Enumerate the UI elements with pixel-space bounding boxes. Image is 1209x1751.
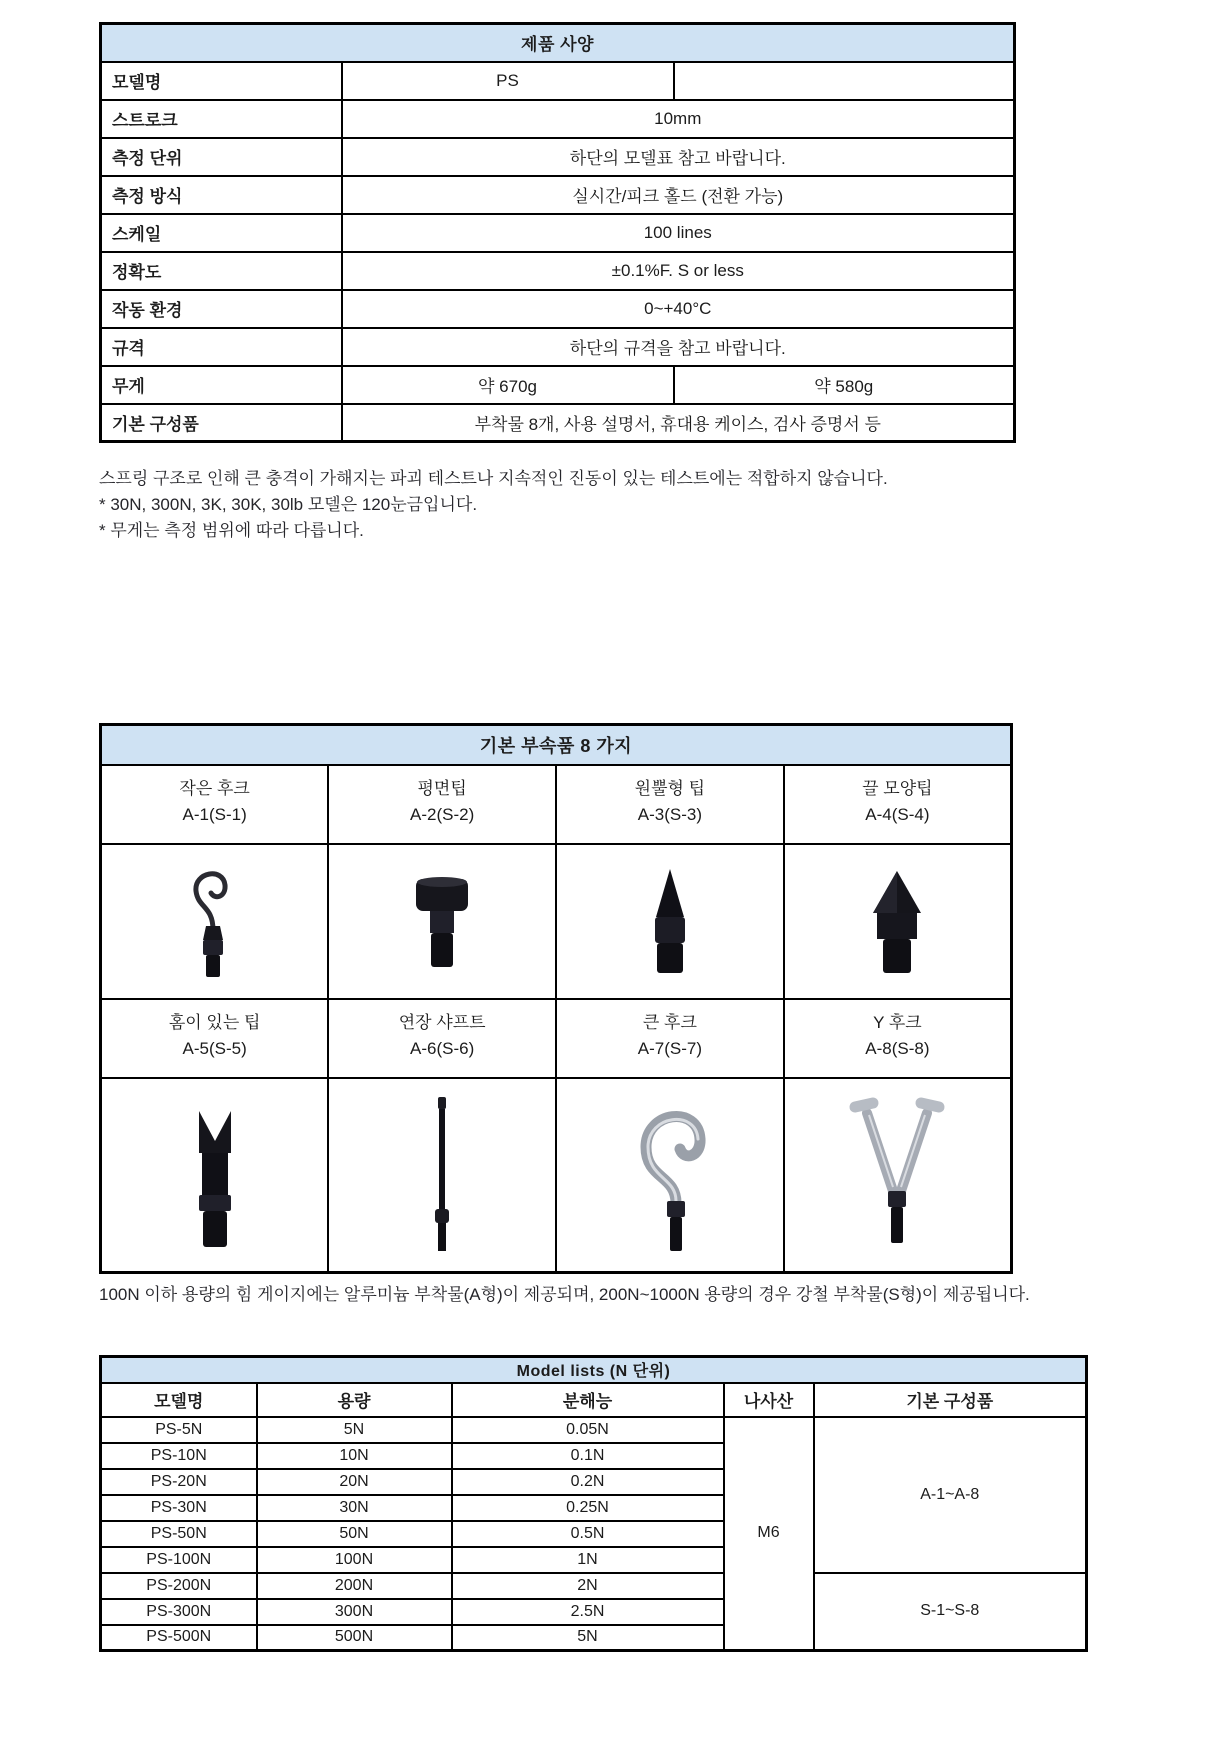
spec-note-line-2: * 30N, 300N, 3K, 30K, 30lb 모델은 120눈금입니다. <box>99 495 478 514</box>
accessory-label-cone-tip <box>556 765 784 844</box>
accessory-label-large-hook <box>556 999 784 1078</box>
accessory-image-chisel-tip <box>857 863 937 979</box>
spec-value-standard: 하단의 규격을 참고 바랍니다. <box>342 328 1015 366</box>
accessory-image-cell <box>328 1078 556 1273</box>
components-s-cell: S-1~S-8 <box>814 1573 1087 1651</box>
accessory-code: A-8(S-8) <box>865 1038 930 1058</box>
accessory-code: A-6(S-6) <box>410 1038 475 1058</box>
accessory-name: 홈이 있는 팁 <box>168 1012 261 1032</box>
model-capacity: 5N <box>257 1417 452 1443</box>
spec-label-model: 모델명 <box>101 62 342 100</box>
spec-value-environment: 0~+40°C <box>342 290 1015 328</box>
model-capacity: 300N <box>257 1599 452 1625</box>
accessory-image-cell <box>556 844 784 999</box>
accessory-name: 큰 후크 <box>642 1012 697 1032</box>
spec-value-model-2 <box>674 62 1015 100</box>
model-resolution: 0.5N <box>452 1521 724 1547</box>
spec-label-unit: 측정 단위 <box>101 138 342 176</box>
accessory-image-extension-shaft <box>412 1091 472 1259</box>
accessory-label-chisel-tip <box>784 765 1012 844</box>
spec-label-weight: 무게 <box>101 366 342 404</box>
thread-size-cell: M6 <box>724 1417 814 1651</box>
model-resolution: 5N <box>452 1625 724 1651</box>
accessory-code: A-2(S-2) <box>410 804 475 824</box>
model-resolution: 2N <box>452 1573 724 1599</box>
model-name: PS-200N <box>101 1573 257 1599</box>
spec-value-stroke: 10mm <box>342 100 1015 138</box>
spec-value-scale: 100 lines <box>342 214 1015 252</box>
product-spec-table <box>99 22 1016 443</box>
accessory-code: A-1(S-1) <box>182 804 247 824</box>
spec-value-method: 실시간/피크 홀드 (전환 가능) <box>342 176 1015 214</box>
accessory-label-extension-shaft <box>328 999 556 1078</box>
spec-label-accuracy: 정확도 <box>101 252 342 290</box>
spec-label-method: 측정 방식 <box>101 176 342 214</box>
model-list-table <box>99 1355 1088 1652</box>
model-resolution: 0.2N <box>452 1469 724 1495</box>
model-name: PS-30N <box>101 1495 257 1521</box>
spec-value-weight-1: 약 670g <box>342 366 674 404</box>
model-capacity: 50N <box>257 1521 452 1547</box>
spec-label-standard: 규격 <box>101 328 342 366</box>
accessory-image-cell <box>784 844 1012 999</box>
spec-value-weight-2: 약 580g <box>674 366 1015 404</box>
spec-table-title: 제품 사양 <box>101 24 1015 62</box>
accessory-name: 원뿔형 팁 <box>634 778 706 798</box>
accessory-image-cell <box>101 844 329 999</box>
model-resolution: 0.05N <box>452 1417 724 1443</box>
model-capacity: 30N <box>257 1495 452 1521</box>
column-header-capacity: 용량 <box>257 1383 452 1417</box>
spec-value-accuracy: ±0.1%F. S or less <box>342 252 1015 290</box>
model-capacity: 10N <box>257 1443 452 1469</box>
column-header-resolution: 분해능 <box>452 1383 724 1417</box>
accessory-image-cell <box>784 1078 1012 1273</box>
model-capacity: 100N <box>257 1547 452 1573</box>
spec-value-model: PS <box>342 62 674 100</box>
model-name: PS-10N <box>101 1443 257 1469</box>
spec-label-environment: 작동 환경 <box>101 290 342 328</box>
accessory-label-notched-tip <box>101 999 329 1078</box>
model-resolution: 2.5N <box>452 1599 724 1625</box>
accessory-image-cone-tip <box>630 863 710 979</box>
accessory-code: A-3(S-3) <box>637 804 702 824</box>
model-capacity: 20N <box>257 1469 452 1495</box>
accessory-image-cell <box>101 1078 329 1273</box>
spec-note-line-3: * 무게는 측정 범위에 따라 다릅니다. <box>99 521 364 540</box>
table-row <box>101 1417 1087 1443</box>
spec-value-unit: 하단의 모델표 참고 바랍니다. <box>342 138 1015 176</box>
model-name: PS-100N <box>101 1547 257 1573</box>
accessory-label-y-hook <box>784 999 1012 1078</box>
spec-notes <box>99 466 1139 544</box>
accessory-image-notched-tip <box>175 1095 255 1255</box>
column-header-model: 모델명 <box>101 1383 257 1417</box>
accessory-image-large-hook <box>620 1091 720 1259</box>
model-table-title: Model lists (N 단위) <box>101 1357 1087 1383</box>
table-row <box>101 1573 1087 1599</box>
accessory-label-small-hook <box>101 765 329 844</box>
accessories-table-title: 기본 부속품 8 가지 <box>101 725 1012 765</box>
model-capacity: 500N <box>257 1625 452 1651</box>
model-name: PS-500N <box>101 1625 257 1651</box>
accessory-code: A-4(S-4) <box>865 804 930 824</box>
spec-label-stroke: 스트로크 <box>101 100 342 138</box>
column-header-components: 기본 구성품 <box>814 1383 1087 1417</box>
model-capacity: 200N <box>257 1573 452 1599</box>
accessory-name: Y 후크 <box>873 1012 922 1032</box>
accessory-code: A-5(S-5) <box>182 1038 247 1058</box>
accessory-image-cell <box>328 844 556 999</box>
accessory-name: 작은 후크 <box>179 778 250 798</box>
accessory-label-flat-tip <box>328 765 556 844</box>
model-resolution: 0.1N <box>452 1443 724 1469</box>
accessory-name: 끌 모양팁 <box>862 778 933 798</box>
accessories-note: 100N 이하 용량의 힘 게이지에는 알루미늄 부착물(A형)이 제공되며, 200N~1000N 용량의 경우 강철 부착물(S형)이 제공됩니다. <box>99 1285 1030 1304</box>
model-name: PS-5N <box>101 1417 257 1443</box>
spec-label-components: 기본 구성품 <box>101 404 342 442</box>
model-name: PS-20N <box>101 1469 257 1495</box>
accessory-image-small-hook <box>180 860 250 982</box>
accessory-name: 연장 샤프트 <box>398 1012 486 1032</box>
spec-note-line-1: 스프링 구조로 인해 큰 충격이 가해지는 파괴 테스트나 지속적인 진동이 있는 테스트에는 적합하지 않습니다. <box>99 469 888 488</box>
accessory-image-y-hook <box>837 1091 957 1259</box>
accessory-image-cell <box>556 1078 784 1273</box>
model-resolution: 0.25N <box>452 1495 724 1521</box>
accessory-image-flat-tip <box>400 865 484 977</box>
spec-label-scale: 스케일 <box>101 214 342 252</box>
accessory-name: 평면팁 <box>417 778 467 798</box>
spec-value-components: 부착물 8개, 사용 설명서, 휴대용 케이스, 검사 증명서 등 <box>342 404 1015 442</box>
model-name: PS-50N <box>101 1521 257 1547</box>
column-header-thread: 나사산 <box>724 1383 814 1417</box>
components-a-cell: A-1~A-8 <box>814 1417 1087 1573</box>
model-resolution: 1N <box>452 1547 724 1573</box>
model-name: PS-300N <box>101 1599 257 1625</box>
accessories-table <box>99 723 1013 1274</box>
accessory-code: A-7(S-7) <box>637 1038 702 1058</box>
